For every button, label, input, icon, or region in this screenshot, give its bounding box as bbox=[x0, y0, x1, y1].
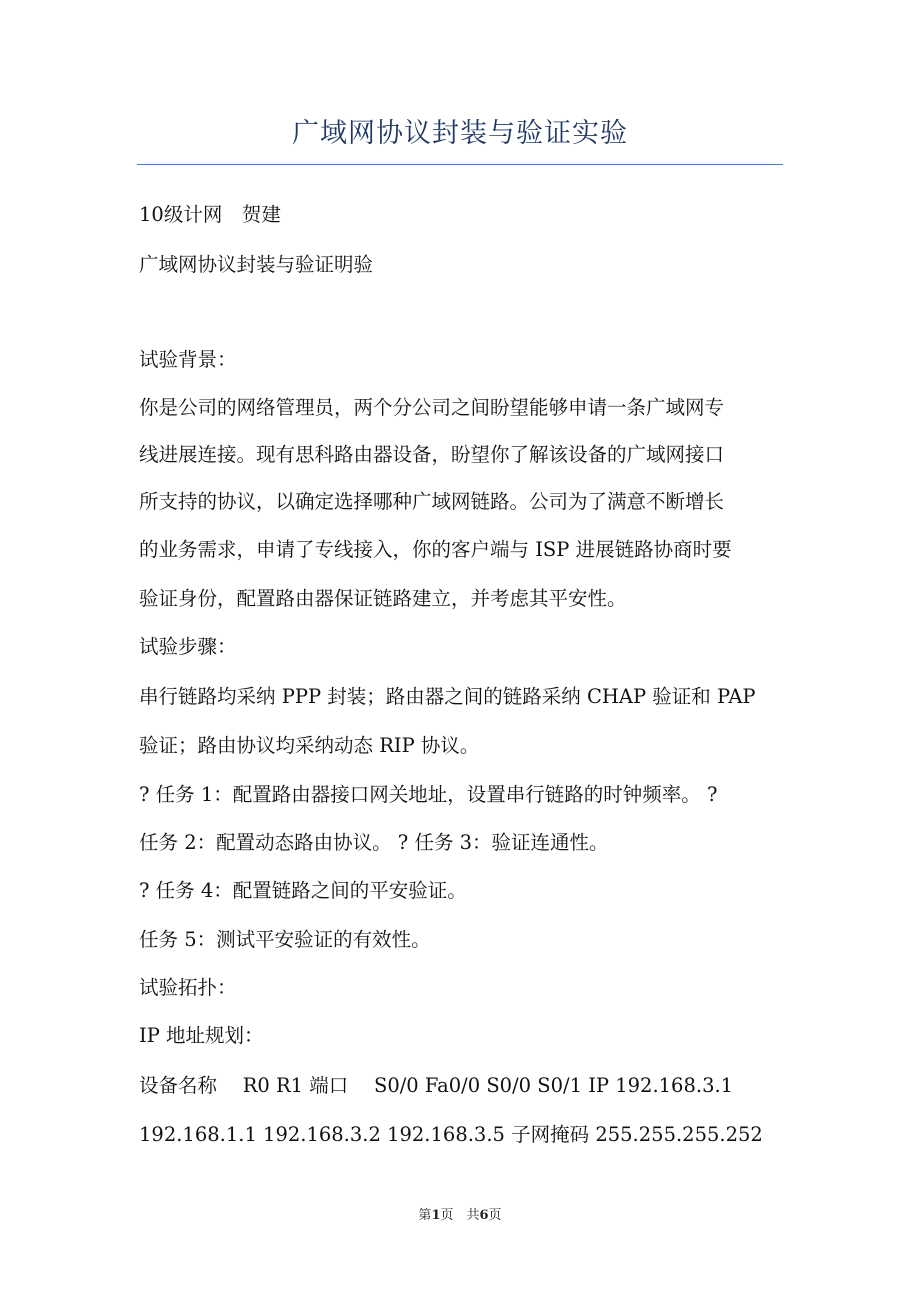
task-line: ? 任务 1：配置路由器接口网关地址，设置串行链路的时钟频率。 ? bbox=[139, 783, 718, 806]
paragraph-line: 所支持的协议，以确定选择哪种广域网链路。公司为了满意不断增长 bbox=[139, 490, 725, 513]
subtitle-line: 广域网协议封装与验证明验 bbox=[139, 253, 374, 276]
current-page-number: 1 bbox=[431, 1208, 441, 1223]
page-footer bbox=[0, 1206, 920, 1226]
footer-mid: 页 共 bbox=[440, 1208, 480, 1223]
ip-table-line: 设备名称 R0 R1 端口 S0/0 Fa0/0 S0/0 S0/1 IP 192.168.3.1 bbox=[139, 1074, 734, 1097]
paragraph-line: 线进展连接。现有思科路由器设备，盼望你了解该设备的广域网接口 bbox=[139, 443, 725, 466]
section-heading-ip-plan: IP 地址规划： bbox=[139, 1024, 264, 1047]
section-heading-steps: 试验步骤： bbox=[139, 635, 237, 658]
paragraph-line: 验证；路由协议均采纳动态 RIP 协议。 bbox=[139, 734, 480, 757]
author-line: 10级计网 贺建 bbox=[139, 203, 281, 226]
paragraph-line: 验证身份，配置路由器保证链路建立，并考虑其平安性。 bbox=[139, 587, 627, 610]
footer-suffix: 页 bbox=[488, 1208, 502, 1223]
title-underline bbox=[137, 164, 783, 165]
task-line: ? 任务 4：配置链路之间的平安验证。 bbox=[139, 879, 467, 902]
total-page-number: 6 bbox=[479, 1208, 489, 1223]
paragraph-line: 你是公司的网络管理员，两个分公司之间盼望能够申请一条广域网专 bbox=[139, 396, 725, 419]
footer-prefix: 第 bbox=[418, 1208, 432, 1223]
document-title: 广域网协议封装与验证实验 bbox=[292, 118, 628, 149]
paragraph-line: 的业务需求，申请了专线接入，你的客户端与 ISP 进展链路协商时要 bbox=[139, 538, 732, 561]
task-line: 任务 2：配置动态路由协议。 ? 任务 3：验证连通性。 bbox=[139, 831, 609, 854]
task-line: 任务 5：测试平安验证的有效性。 bbox=[139, 928, 431, 951]
paragraph-line: 串行链路均采纳 PPP 封装；路由器之间的链路采纳 CHAP 验证和 PAP bbox=[139, 685, 756, 708]
section-heading-topology: 试验拓扑： bbox=[139, 976, 237, 999]
ip-table-line: 192.168.1.1 192.168.3.2 192.168.3.5 子网掩码 255.255.255.252 bbox=[139, 1123, 763, 1146]
section-heading-background: 试验背景： bbox=[139, 348, 237, 371]
